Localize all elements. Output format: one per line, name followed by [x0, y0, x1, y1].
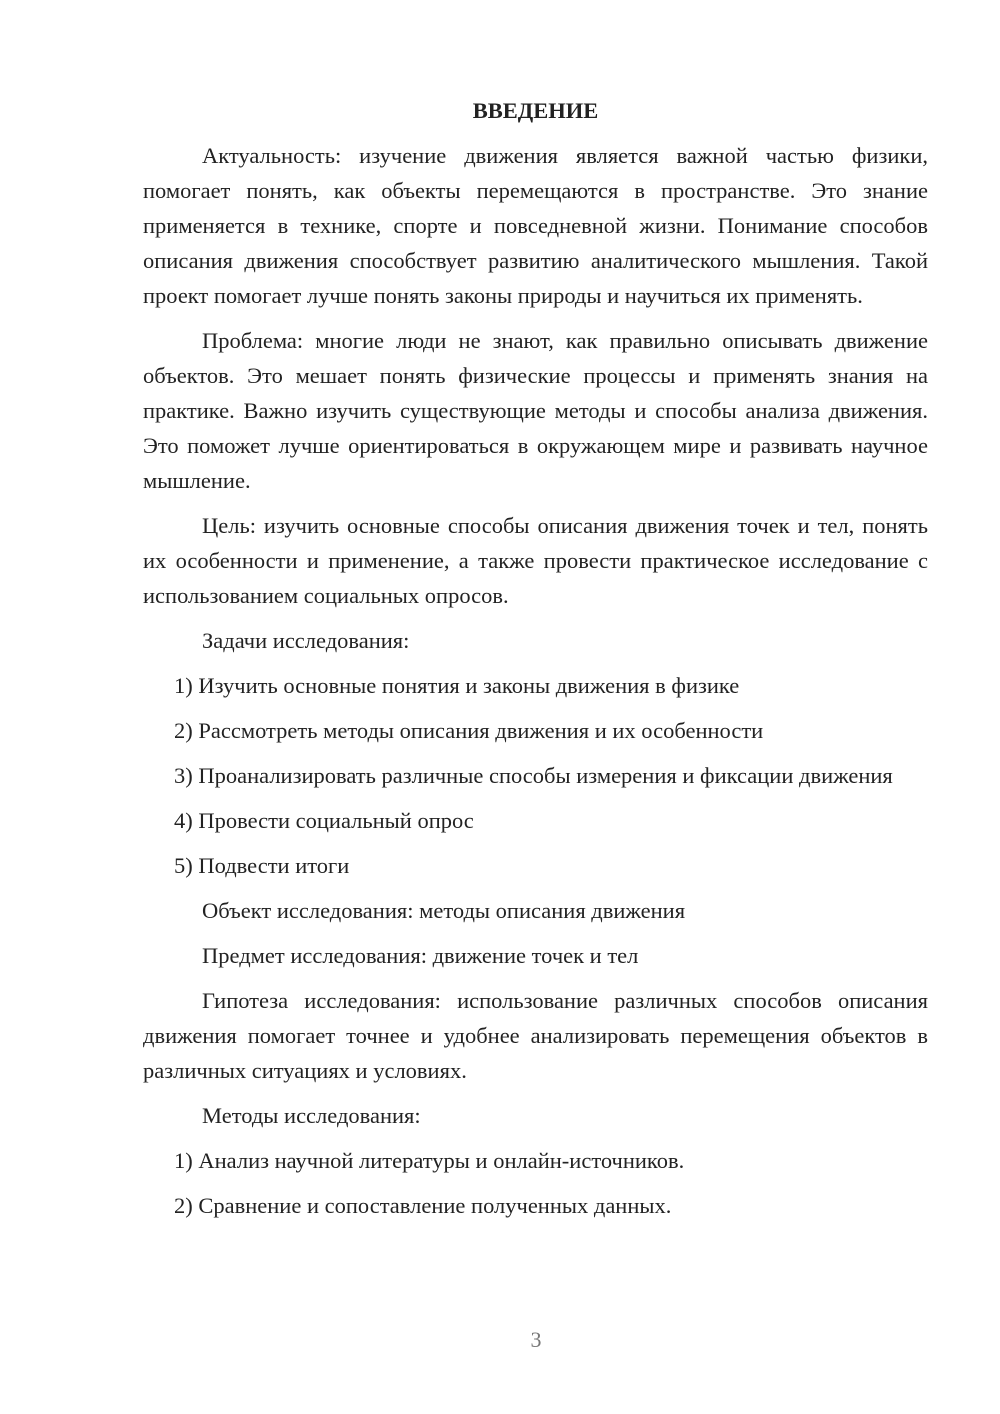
task-item-2: 2) Рассмотреть методы описания движения и их особенности [174, 718, 764, 743]
problem-paragraph: Проблема: многие люди не знают, как правильно описывать движение объектов. Это мешает понять физические процессы и применять знания на практике. Важно изучить существующие методы и способы анализа движения. Это поможет лучше ориентироваться в окружающем мире и развивать научное мышление. [143, 328, 928, 493]
methods-heading: Методы исследования: [202, 1103, 421, 1128]
research-subject: Предмет исследования: движение точек и тел [202, 943, 639, 968]
goal-paragraph: Цель: изучить основные способы описания движения точек и тел, понять их особенности и применение, а также провести практическое исследование с использованием социальных опросов. [143, 513, 928, 608]
method-item-1: 1) Анализ научной литературы и онлайн-источников. [174, 1148, 685, 1173]
task-item-4: 4) Провести социальный опрос [174, 808, 474, 833]
section-title: ВВЕДЕНИЕ [472, 98, 599, 123]
page-number: 3 [530, 1327, 542, 1352]
research-object: Объект исследования: методы описания движения [202, 898, 686, 923]
task-item-3: 3) Проанализировать различные способы измерения и фиксации движения [174, 763, 893, 788]
task-item-1: 1) Изучить основные понятия и законы движения в физике [174, 673, 740, 698]
hypothesis-paragraph: Гипотеза исследования: использование различных способов описания движения помогает точнее и удобнее анализировать перемещения объектов в различных ситуациях и условиях. [143, 988, 928, 1083]
tasks-heading: Задачи исследования: [202, 628, 410, 653]
relevance-paragraph: Актуальность: изучение движения является важной частью физики, помогает понять, как объекты перемещаются в пространстве. Это знание применяется в технике, спорте и повседневной жизни. Понимание способов описания движения способствует развитию аналитического мышления. Такой проект помогает лучше понять законы природы и научиться их применять. [143, 143, 928, 308]
task-item-5: 5) Подвести итоги [174, 853, 350, 878]
document-body [143, 93, 928, 1233]
method-item-2: 2) Сравнение и сопоставление полученных данных. [174, 1193, 672, 1218]
